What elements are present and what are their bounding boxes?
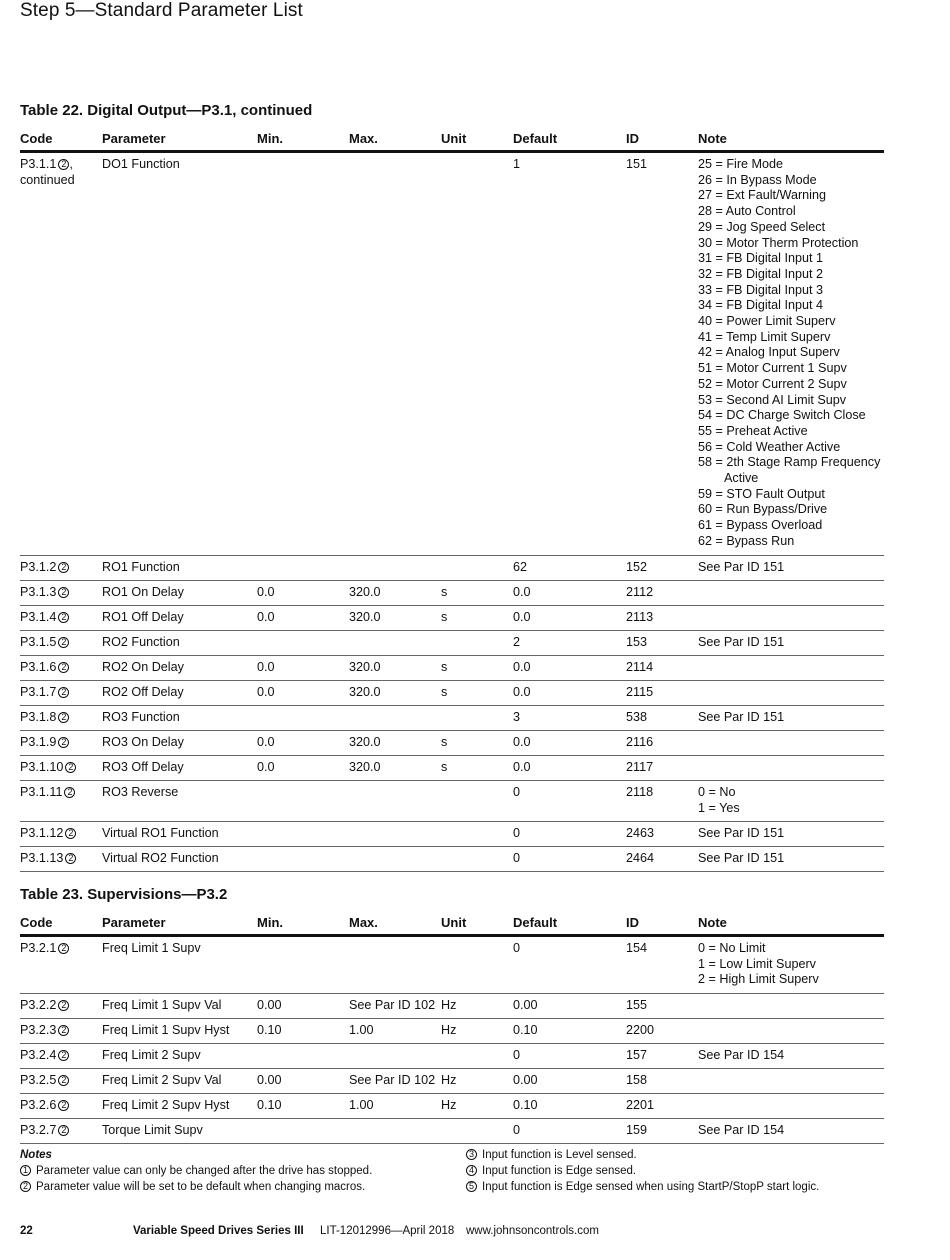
param-note	[698, 560, 884, 576]
param-unit: Hz	[441, 1073, 457, 1087]
param-id: 2112	[626, 585, 654, 599]
param-code	[20, 1048, 100, 1064]
table-22	[20, 128, 884, 872]
param-max: 320.0	[349, 585, 381, 599]
param-id: 2114	[626, 660, 654, 674]
note-item	[466, 1163, 819, 1179]
note-line: See Par ID 151	[698, 710, 785, 724]
param-max: 320.0	[349, 760, 381, 774]
param-code-text: P3.1.6	[20, 660, 57, 674]
param-default: 0	[513, 941, 521, 955]
param-code-text: P3.1.9	[20, 735, 57, 749]
param-code	[20, 1023, 100, 1039]
param-id: 538	[626, 710, 648, 724]
param-default: 3	[513, 710, 521, 724]
header-id: ID	[626, 915, 639, 930]
param-unit: Hz	[441, 1098, 457, 1112]
param-code-text: P3.1.13	[20, 851, 64, 865]
param-max: 1.00	[349, 1023, 374, 1037]
footer-series: Variable Speed Drives Series III	[133, 1225, 304, 1237]
note-line: See Par ID 151	[698, 560, 785, 574]
param-note	[698, 785, 884, 816]
param-code-text: P3.1.12	[20, 826, 64, 840]
circled-number-icon: 2	[58, 662, 69, 673]
table-row	[20, 847, 884, 872]
table-body	[20, 153, 884, 872]
param-unit: s	[441, 660, 448, 674]
param-default: 0	[513, 1048, 521, 1062]
header-default: Default	[513, 915, 558, 930]
header-default: Default	[513, 131, 558, 146]
note-line: 56 = Cold Weather Active	[698, 439, 841, 454]
header-note: Note	[698, 915, 727, 930]
param-code-text: P3.1.8	[20, 710, 57, 724]
circled-number-icon: 2	[20, 1181, 31, 1192]
param-unit: s	[441, 610, 448, 624]
param-code-text: P3.2.5	[20, 1073, 57, 1087]
param-name: RO3 Reverse	[102, 785, 179, 799]
param-min: 0.10	[257, 1098, 282, 1112]
note-text: Parameter value can only be changed after the drive has stopped.	[36, 1165, 373, 1177]
table-22-title: Table 22. Digital Output—P3.1, continued	[20, 102, 313, 119]
table-row	[20, 656, 884, 681]
table-23-title: Table 23. Supervisions—P3.2	[20, 886, 228, 903]
param-code	[20, 585, 100, 601]
param-code-text: P3.1.3	[20, 585, 57, 599]
circled-number-icon: 2	[58, 1100, 69, 1111]
circled-number-icon: 2	[58, 737, 69, 748]
table-row	[20, 756, 884, 781]
note-line: 59 = STO Fault Output	[698, 486, 825, 501]
param-unit: s	[441, 735, 448, 749]
param-id: 152	[626, 560, 648, 574]
note-line: 61 = Bypass Overload	[698, 518, 823, 533]
param-default: 0	[513, 1123, 521, 1137]
note-line: See Par ID 154	[698, 1123, 785, 1137]
header-unit: Unit	[441, 915, 467, 930]
param-code-text: P3.1.11	[20, 785, 63, 799]
param-unit: s	[441, 585, 448, 599]
param-code-text: P3.2.6	[20, 1098, 57, 1112]
table-row	[20, 681, 884, 706]
note-line: 42 = Analog Input Superv	[698, 345, 840, 360]
footer-url: www.johnsoncontrols.com	[466, 1225, 599, 1237]
table-row	[20, 781, 884, 822]
note-item	[466, 1179, 819, 1195]
param-code	[20, 1098, 100, 1114]
param-id: 2464	[626, 851, 655, 865]
note-line: 41 = Temp Limit Superv	[698, 329, 831, 344]
footer-page-number: 22	[20, 1225, 33, 1237]
note-line: 30 = Motor Therm Protection	[698, 235, 859, 250]
note-line: 31 = FB Digital Input 1	[698, 251, 823, 266]
footer-doc: LIT-12012996—April 2018	[320, 1225, 455, 1237]
table-row	[20, 606, 884, 631]
notes-right	[466, 1147, 819, 1195]
header-parameter: Parameter	[102, 915, 166, 930]
param-code	[20, 157, 100, 188]
param-id: 2115	[626, 685, 654, 699]
param-default: 0.0	[513, 760, 531, 774]
param-code	[20, 851, 100, 867]
circled-number-icon: 2	[58, 1025, 69, 1036]
param-id: 2113	[626, 610, 654, 624]
table-row	[20, 731, 884, 756]
circled-number-icon: 2	[58, 943, 69, 954]
param-default: 62	[513, 560, 528, 574]
table-row	[20, 1069, 884, 1094]
page-title: Step 5—Standard Parameter List	[20, 0, 303, 21]
param-code-text: P3.2.3	[20, 1023, 57, 1037]
param-id: 154	[626, 941, 648, 955]
param-code	[20, 998, 100, 1014]
note-line: 52 = Motor Current 2 Supv	[698, 376, 847, 391]
header-max: Max.	[349, 131, 378, 146]
circled-number-icon: 2	[58, 637, 69, 648]
param-code-continued: continued	[20, 172, 75, 187]
param-code-text: P3.2.4	[20, 1048, 57, 1062]
header-min: Min.	[257, 915, 283, 930]
circled-number-icon: 2	[64, 787, 75, 798]
param-note	[698, 157, 884, 550]
param-unit: Hz	[441, 1023, 457, 1037]
param-default: 0.0	[513, 610, 531, 624]
param-min: 0.00	[257, 998, 282, 1012]
param-max: 320.0	[349, 685, 381, 699]
param-name: RO1 Function	[102, 560, 180, 574]
table-body	[20, 937, 884, 1144]
param-name: RO3 Function	[102, 710, 180, 724]
note-line: 51 = Motor Current 1 Supv	[698, 361, 847, 376]
param-code-text: P3.1.4	[20, 610, 57, 624]
param-code-text: P3.1.2	[20, 560, 57, 574]
param-id: 2200	[626, 1023, 655, 1037]
note-line: See Par ID 154	[698, 1048, 785, 1062]
param-name: RO2 Function	[102, 635, 180, 649]
circled-number-icon: 2	[65, 853, 76, 864]
param-min: 0.10	[257, 1023, 282, 1037]
circled-number-icon: 2	[58, 159, 69, 170]
header-min: Min.	[257, 131, 283, 146]
note-line: See Par ID 151	[698, 635, 785, 649]
note-line: 29 = Jog Speed Select	[698, 219, 826, 234]
note-line: 33 = FB Digital Input 3	[698, 282, 823, 297]
param-name: Virtual RO1 Function	[102, 826, 219, 840]
param-default: 0.10	[513, 1098, 538, 1112]
param-default: 0	[513, 826, 521, 840]
note-line: 62 = Bypass Run	[698, 533, 795, 548]
param-id: 158	[626, 1073, 648, 1087]
param-default: 2	[513, 635, 521, 649]
table-row	[20, 631, 884, 656]
param-id: 2201	[626, 1098, 655, 1112]
param-note	[698, 851, 884, 867]
param-name: Freq Limit 2 Supv	[102, 1048, 201, 1062]
param-unit: s	[441, 685, 448, 699]
note-line: 54 = DC Charge Switch Close	[698, 408, 866, 423]
note-item	[20, 1179, 372, 1195]
circled-number-icon: 1	[20, 1165, 31, 1176]
param-note	[698, 1048, 884, 1064]
param-code-text: P3.1.10	[20, 760, 64, 774]
circled-number-icon: 2	[58, 562, 69, 573]
param-id: 159	[626, 1123, 648, 1137]
param-code-text: P3.1.7	[20, 685, 57, 699]
param-unit: s	[441, 760, 448, 774]
param-name: Freq Limit 2 Supv Val	[102, 1073, 222, 1087]
param-code	[20, 1123, 100, 1139]
param-max: See Par ID 102	[349, 998, 436, 1012]
param-code	[20, 941, 100, 957]
param-code	[20, 785, 100, 801]
param-min: 0.0	[257, 660, 275, 674]
table-row	[20, 937, 884, 994]
param-code	[20, 685, 100, 701]
note-line: 27 = Ext Fault/Warning	[698, 188, 826, 203]
note-line: 2 = High Limit Superv	[698, 972, 819, 987]
param-code-suffix: ,	[69, 157, 73, 171]
param-id: 2117	[626, 760, 654, 774]
note-line: 40 = Power Limit Superv	[698, 314, 836, 329]
notes-title: Notes	[20, 1149, 52, 1161]
header-id: ID	[626, 131, 639, 146]
table-row	[20, 581, 884, 606]
circled-number-icon: 2	[65, 762, 76, 773]
param-max: See Par ID 102	[349, 1073, 436, 1087]
table-23	[20, 912, 884, 1144]
circled-number-icon: 2	[58, 1000, 69, 1011]
circled-number-icon: 4	[466, 1165, 477, 1176]
header-unit: Unit	[441, 131, 467, 146]
param-max: 320.0	[349, 660, 381, 674]
note-line: See Par ID 151	[698, 851, 785, 865]
param-id: 155	[626, 998, 648, 1012]
circled-number-icon: 2	[58, 1075, 69, 1086]
param-default: 0.0	[513, 660, 531, 674]
note-line: 53 = Second AI Limit Supv	[698, 392, 847, 407]
param-name: Freq Limit 2 Supv Hyst	[102, 1098, 230, 1112]
param-name: RO2 On Delay	[102, 660, 184, 674]
note-line: 25 = Fire Mode	[698, 157, 784, 171]
param-name: DO1 Function	[102, 157, 180, 171]
circled-number-icon: 2	[58, 1050, 69, 1061]
param-min: 0.0	[257, 610, 275, 624]
note-line: See Par ID 151	[698, 826, 785, 840]
note-line: 28 = Auto Control	[698, 204, 796, 219]
param-id: 151	[626, 157, 648, 171]
param-name: Freq Limit 1 Supv Val	[102, 998, 222, 1012]
param-min: 0.0	[257, 585, 275, 599]
param-max: 320.0	[349, 610, 381, 624]
param-min: 0.0	[257, 685, 275, 699]
param-code-text: P3.2.7	[20, 1123, 57, 1137]
note-line: 58 = 2th Stage Ramp Frequency	[698, 455, 881, 470]
param-default: 0.0	[513, 685, 531, 699]
note-line: 1 = Low Limit Superv	[698, 956, 816, 971]
circled-number-icon: 3	[466, 1149, 477, 1160]
param-name: Freq Limit 1 Supv	[102, 941, 201, 955]
param-code	[20, 1073, 100, 1089]
param-max: 320.0	[349, 735, 381, 749]
param-code-text: P3.1.1	[20, 157, 57, 171]
param-note	[698, 635, 884, 651]
param-code-text: P3.1.5	[20, 635, 57, 649]
param-code	[20, 735, 100, 751]
param-default: 0	[513, 785, 521, 799]
table-row	[20, 1019, 884, 1044]
note-line: 34 = FB Digital Input 4	[698, 298, 823, 313]
param-code	[20, 710, 100, 726]
param-default: 1	[513, 157, 521, 171]
param-name: RO2 Off Delay	[102, 685, 184, 699]
param-min: 0.0	[257, 760, 275, 774]
notes-left	[20, 1147, 372, 1195]
circled-number-icon: 2	[58, 587, 69, 598]
table-row	[20, 1094, 884, 1119]
param-unit: Hz	[441, 998, 457, 1012]
param-name: RO3 On Delay	[102, 735, 184, 749]
note-item	[20, 1163, 372, 1179]
note-text: Input function is Edge sensed when using StartP/StopP start logic.	[482, 1181, 820, 1193]
param-note	[698, 1123, 884, 1139]
param-note	[698, 826, 884, 842]
param-id: 2118	[626, 785, 654, 799]
header-code: Code	[20, 131, 53, 146]
param-note	[698, 941, 884, 988]
table-row	[20, 1119, 884, 1144]
param-code	[20, 660, 100, 676]
note-line: 32 = FB Digital Input 2	[698, 266, 823, 281]
param-name: RO3 Off Delay	[102, 760, 184, 774]
table-row	[20, 153, 884, 556]
param-default: 0.00	[513, 1073, 538, 1087]
param-default: 0	[513, 851, 521, 865]
note-line: 0 = No	[698, 785, 736, 799]
header-code: Code	[20, 915, 53, 930]
param-code-text: P3.2.1	[20, 941, 57, 955]
note-line: 60 = Run Bypass/Drive	[698, 502, 828, 517]
param-name: Freq Limit 1 Supv Hyst	[102, 1023, 230, 1037]
circled-number-icon: 2	[58, 687, 69, 698]
note-line: 1 = Yes	[698, 800, 740, 815]
param-min: 0.0	[257, 735, 275, 749]
note-text: Parameter value will be set to be default when changing macros.	[36, 1181, 366, 1193]
table-row	[20, 822, 884, 847]
circled-number-icon: 2	[58, 612, 69, 623]
header-parameter: Parameter	[102, 131, 166, 146]
param-code	[20, 826, 100, 842]
circled-number-icon: 2	[58, 712, 69, 723]
note-line: Active	[724, 471, 759, 486]
note-line: 55 = Preheat Active	[698, 423, 808, 438]
param-code	[20, 760, 100, 776]
circled-number-icon: 5	[466, 1181, 477, 1192]
note-line: 0 = No Limit	[698, 941, 766, 955]
note-item	[466, 1147, 819, 1163]
param-default: 0.0	[513, 735, 531, 749]
param-id: 153	[626, 635, 648, 649]
param-name: RO1 Off Delay	[102, 610, 184, 624]
table-header	[20, 912, 884, 937]
param-code-text: P3.2.2	[20, 998, 57, 1012]
param-default: 0.00	[513, 998, 538, 1012]
param-id: 2116	[626, 735, 654, 749]
header-max: Max.	[349, 915, 378, 930]
table-row	[20, 706, 884, 731]
param-default: 0.0	[513, 585, 531, 599]
param-default: 0.10	[513, 1023, 538, 1037]
note-text: Input function is Edge sensed.	[482, 1165, 637, 1177]
param-note	[698, 710, 884, 726]
param-min: 0.00	[257, 1073, 282, 1087]
param-code	[20, 610, 100, 626]
param-code	[20, 560, 100, 576]
circled-number-icon: 2	[58, 1125, 69, 1136]
table-row	[20, 994, 884, 1019]
param-max: 1.00	[349, 1098, 374, 1112]
note-line: 26 = In Bypass Mode	[698, 172, 817, 187]
param-name: RO1 On Delay	[102, 585, 184, 599]
param-id: 157	[626, 1048, 648, 1062]
table-row	[20, 556, 884, 581]
param-code	[20, 635, 100, 651]
table-header	[20, 128, 884, 153]
circled-number-icon: 2	[65, 828, 76, 839]
param-name: Virtual RO2 Function	[102, 851, 219, 865]
note-text: Input function is Level sensed.	[482, 1149, 637, 1161]
param-name: Torque Limit Supv	[102, 1123, 203, 1137]
param-id: 2463	[626, 826, 655, 840]
header-note: Note	[698, 131, 727, 146]
table-row	[20, 1044, 884, 1069]
